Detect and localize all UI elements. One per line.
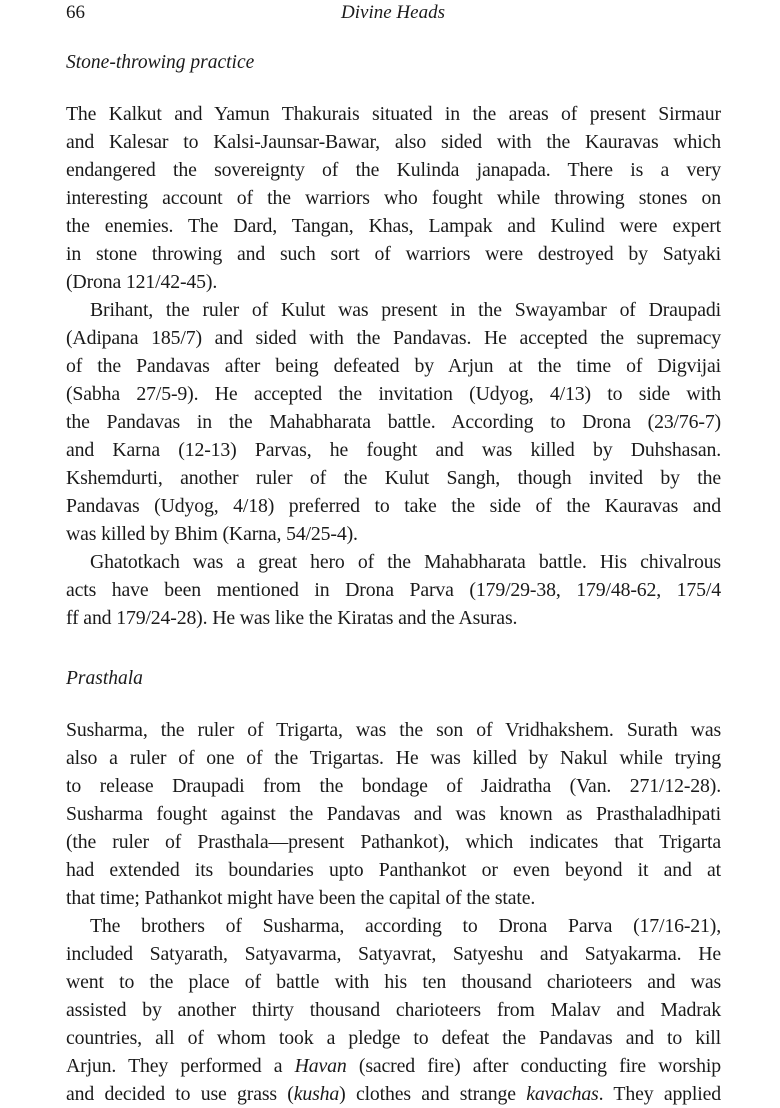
text-run: ) clothes and strange (339, 1083, 527, 1105)
text-line: The Kalkut and Yamun Thakurais situated in the areas of present Sirmaur (66, 103, 721, 125)
text-run: (sacred fire) after conducting fire worship (346, 1055, 721, 1077)
text-line: the Pandavas in the Mahabharata battle. According to Drona (23/76-7) (66, 411, 721, 433)
text-line: (Drona 121/42-45). (66, 271, 218, 293)
text-line: of the Pandavas after being defeated by Arjun at the time of Digvijai (66, 355, 721, 377)
text-run: and decided to use grass ( (66, 1083, 294, 1105)
text-line (66, 1052, 721, 1080)
text-line: countries, all of whom took a pledge to defeat the Pandavas and to kill (66, 1027, 721, 1049)
text-line: interesting account of the warriors who fought while throwing stones on (66, 187, 721, 209)
text-line: and Karna (12-13) Parvas, he fought and was killed by Duhshasan. (66, 439, 721, 461)
text-line: Brihant, the ruler of Kulut was present in the Swayambar of Draupadi (90, 299, 721, 321)
text-line: (Adipana 185/7) and sided with the Pandavas. He accepted the supremacy (66, 327, 721, 349)
text-line: Susharma fought against the Pandavas and was known as Prasthaladhipati (66, 803, 721, 825)
text-line: The brothers of Susharma, according to Drona Parva (17/16-21), (90, 915, 721, 937)
text-line: ff and 179/24-28). He was like the Kiratas and the Asuras. (66, 607, 518, 629)
text-line: in stone throwing and such sort of warriors were destroyed by Satyaki (66, 243, 721, 265)
section-prasthala-body (66, 716, 721, 1108)
text-line: had extended its boundaries upto Panthankot or even beyond it and at (66, 859, 721, 881)
running-head (66, 2, 720, 32)
text-line: the enemies. The Dard, Tangan, Khas, Lampak and Kulind were expert (66, 215, 721, 237)
italic-term-havan: Havan (294, 1055, 347, 1077)
text-line: assisted by another thirty thousand charioteers from Malav and Madrak (66, 999, 721, 1021)
text-line (66, 1080, 721, 1108)
text-line: Susharma, the ruler of Trigarta, was the son of Vridhakshem. Surath was (66, 719, 721, 741)
text-run: . They applied (598, 1083, 721, 1105)
section-heading-prasthala: Prasthala (66, 668, 143, 689)
text-line: Pandavas (Udyog, 4/18) preferred to take the side of the Kauravas and (66, 495, 721, 517)
text-run: Arjun. They performed a (66, 1055, 295, 1077)
text-line: included Satyarath, Satyavarma, Satyavrat, Satyeshu and Satyakarma. He (66, 943, 721, 965)
text-line: also a ruler of one of the Trigartas. He was killed by Nakul while trying (66, 747, 721, 769)
italic-term-kusha: kusha (293, 1083, 340, 1105)
text-line: to release Draupadi from the bondage of Jaidratha (Van. 271/12-28). (66, 775, 721, 797)
running-title: Divine Heads (341, 2, 445, 23)
text-line: acts have been mentioned in Drona Parva (179/29-38, 179/48-62, 175/4 (66, 579, 721, 601)
section-stone-throwing-body (66, 100, 721, 632)
text-line: Ghatotkach was a great hero of the Mahabharata battle. His chivalrous (90, 551, 721, 573)
text-line: that time; Pathankot might have been the capital of the state. (66, 887, 536, 909)
text-line: (the ruler of Prasthala—present Pathankot), which indicates that Trigarta (66, 831, 721, 853)
text-line: (Sabha 27/5-9). He accepted the invitation (Udyog, 4/13) to side with (66, 383, 721, 405)
text-line: and Kalesar to Kalsi-Jaunsar-Bawar, also sided with the Kauravas which (66, 131, 721, 153)
text-line: endangered the sovereignty of the Kulinda janapada. There is a very (66, 159, 721, 181)
page-number: 66 (66, 2, 85, 23)
text-line: Kshemdurti, another ruler of the Kulut Sangh, though invited by the (66, 467, 721, 489)
text-line: was killed by Bhim (Karna, 54/25-4). (66, 523, 358, 545)
italic-term-kavachas: kavachas (526, 1083, 599, 1105)
text-line: went to the place of battle with his ten thousand charioteers and was (66, 971, 721, 993)
section-heading-stone-throwing: Stone-throwing practice (66, 52, 255, 73)
